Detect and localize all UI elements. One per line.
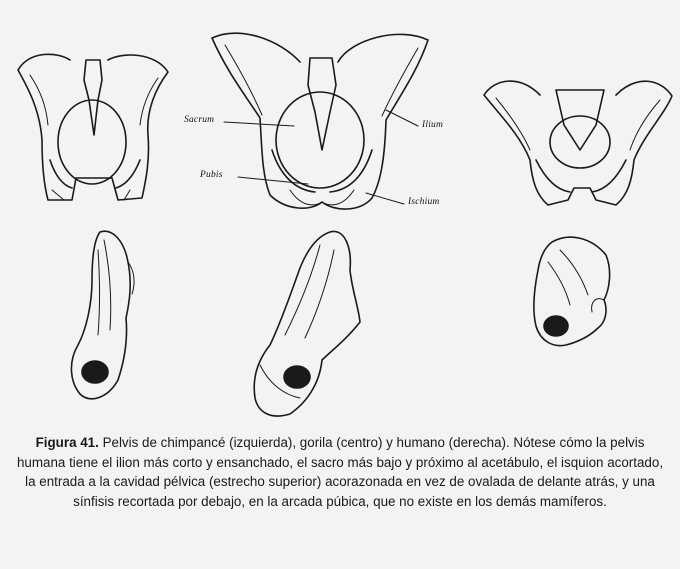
- sacrum-label: Sacrum: [184, 115, 215, 125]
- figure-number: Figura 41.: [35, 435, 99, 450]
- human-pelvis-front: [484, 81, 672, 205]
- gorilla-pelvis-front: [212, 33, 428, 209]
- caption-text: Pelvis de chimpancé (izquierda), gorila (centro) y humano (derecha). Nótese cómo la pelvis humana tiene el ilion más corto y ensanchado, el sacro más bajo y próximo al acetábulo, el isquion acortado, la entrada a la cavidad pélvica (estrecho superior) acorazonada en vez de ovalada de delante atrás, y una sínfisis recortada por debajo, en la arcada púbica, que no existe en los demás mamíferos.: [16, 435, 664, 509]
- human-pelvis-side: [534, 237, 610, 345]
- ilium-label: Ilium: [422, 120, 444, 130]
- pubis-label: Pubis: [200, 170, 223, 180]
- chimpanzee-pelvis-side: [71, 231, 134, 399]
- gorilla-pelvis-side: [254, 231, 360, 416]
- leader-lines: [224, 110, 418, 204]
- chimpanzee-pelvis-front: [18, 54, 168, 200]
- figure-caption: [14, 433, 666, 511]
- ischium-label: Ischium: [408, 197, 440, 207]
